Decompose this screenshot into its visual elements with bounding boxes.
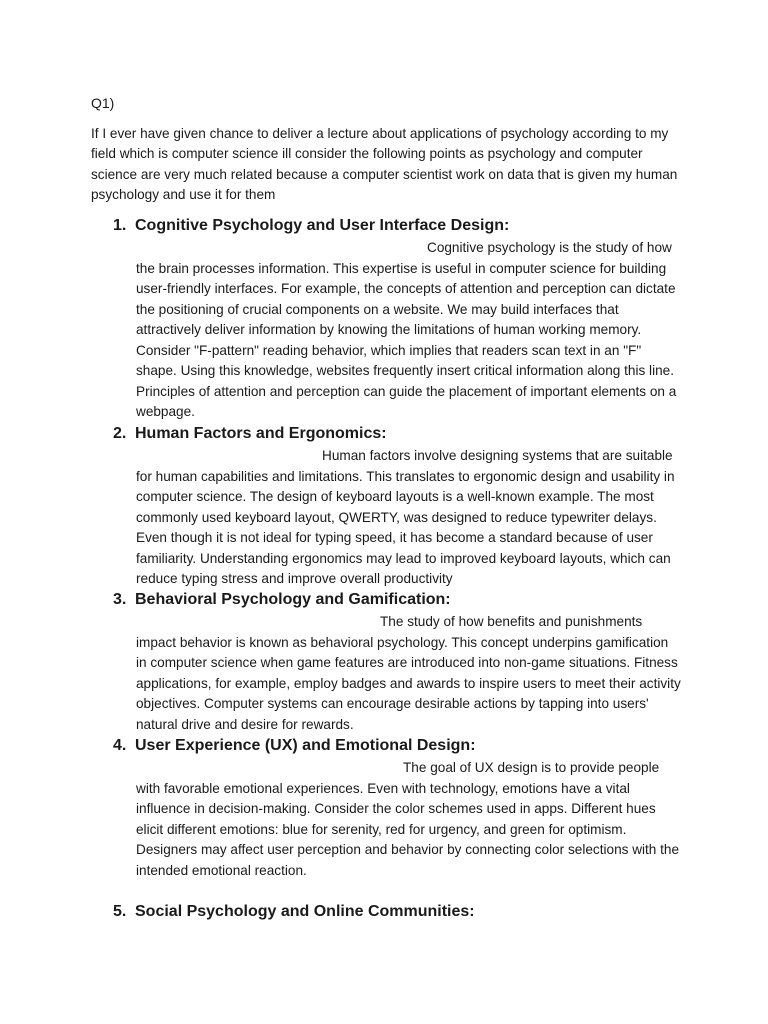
section-number: 2. xyxy=(113,425,127,442)
section-3 xyxy=(0,588,768,734)
section-heading xyxy=(0,422,768,446)
section-2 xyxy=(0,422,768,588)
section-body xyxy=(0,612,681,735)
section-1 xyxy=(0,214,768,422)
section-heading-text: User Experience (UX) and Emotional Design: xyxy=(135,737,476,754)
section-body xyxy=(0,446,681,590)
section-heading xyxy=(0,900,768,924)
section-heading-text: Social Psychology and Online Communities: xyxy=(135,903,475,920)
section-heading xyxy=(0,588,768,612)
section-body xyxy=(0,238,681,423)
section-heading-text: Cognitive Psychology and User Interface Design: xyxy=(135,217,510,234)
section-number: 4. xyxy=(113,737,127,754)
section-number: 3. xyxy=(113,591,127,608)
sections-list xyxy=(0,214,768,930)
section-5 xyxy=(0,900,768,930)
section-body-text: The goal of UX design is to provide people with favorable emotional experiences. Even with technology, emotions have a vital influence in decision-making. Consider the color schemes used in apps. Different hues elicit different emotions: blue for serenity, red for urgency, and green for optimism. Designers may affect user perception and behavior by connecting color selections with the intended emotional reaction. xyxy=(136,760,680,878)
section-body-text: Human factors involve designing systems that are suitable for human capabilities and limitations. This translates to ergonomic design and usability in computer science. The design of keyboard layouts is a well-known example. The most commonly used keyboard layout, QWERTY, was designed to reduce typewriter delays. Even though it is not ideal for typing speed, it has become a standard because of user familiarity. Understanding ergonomics may lead to improved keyboard layouts, which can reduce typing stress and improve overall productivity xyxy=(136,448,675,586)
section-body-text: The study of how benefits and punishments impact behavior is known as behavioral psychology. This concept underpins gamification in computer science when game features are introduced into non-game situations. Fitness applications, for example, employ badges and awards to inspire users to meet their activity objectives. Computer systems can encourage desirable actions by tapping into users' natural drive and desire for rewards. xyxy=(136,614,681,732)
section-heading-text: Behavioral Psychology and Gamification: xyxy=(135,591,451,608)
section-heading xyxy=(0,214,768,238)
section-number: 1. xyxy=(113,217,127,234)
intro-paragraph: If I ever have given chance to deliver a lecture about applications of psychology according to my field which is computer science ill consider the following points as psychology and computer science are very much related because a computer scientist work on data that is given my human psychology and use it for them xyxy=(91,126,678,202)
section-body xyxy=(0,758,681,881)
section-heading xyxy=(0,734,768,758)
section-body-text: Cognitive psychology is the study of how the brain processes information. This expertise is useful in computer science for building user-friendly interfaces. For example, the concepts of attention and perception can dictate the positioning of crucial components on a website. We may build interfaces that attractively deliver information by knowing the limitations of human working memory. Consider "F-pattern" reading behavior, which implies that readers scan text in an "F" shape. Using this knowledge, websites frequently insert critical information along this line. Principles of attention and perception can guide the placement of important elements on a webpage. xyxy=(136,240,677,419)
question-label: Q1) xyxy=(91,95,115,111)
section-heading-text: Human Factors and Ergonomics: xyxy=(135,425,387,442)
section-number: 5. xyxy=(113,903,127,920)
section-4 xyxy=(0,734,768,900)
